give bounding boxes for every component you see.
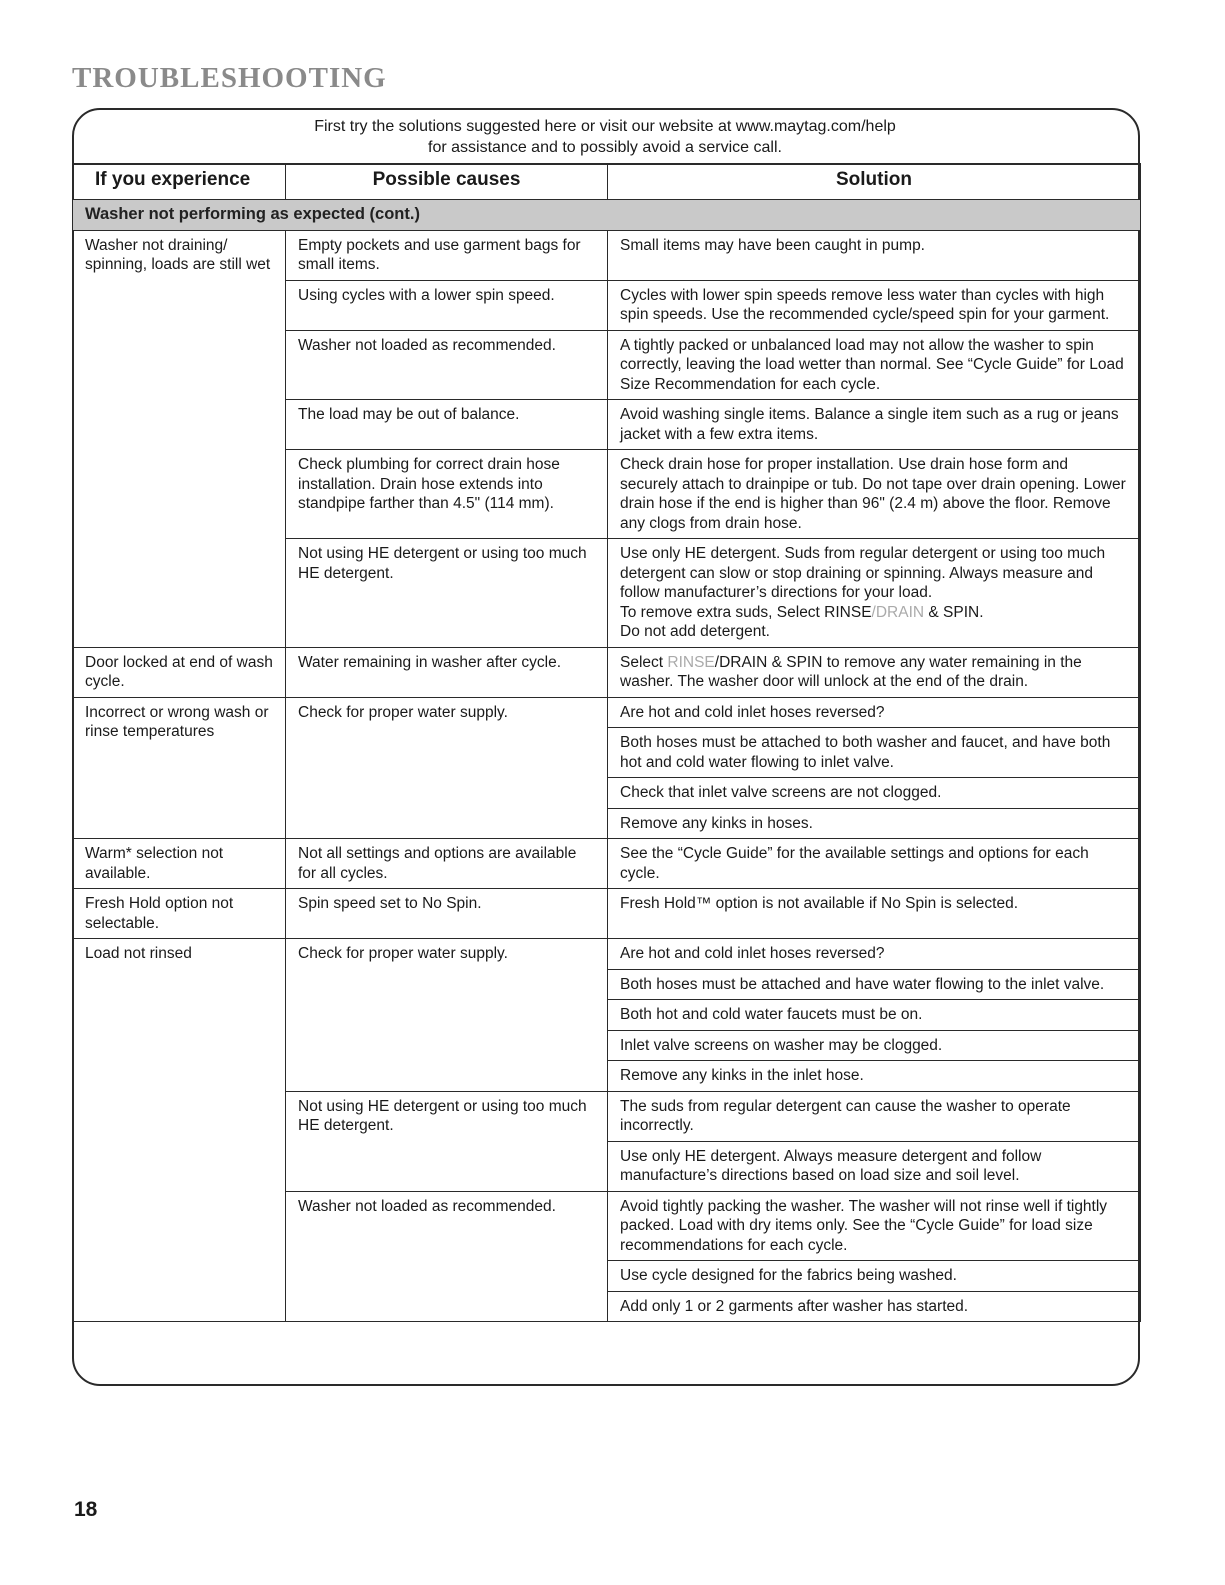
solution-cell: Both hot and cold water faucets must be on. [608,1000,1141,1031]
cause-cell: Spin speed set to No Spin. [286,889,608,939]
cause-cell: Empty pockets and use garment bags for small items. [286,230,608,280]
cause-cell: Check for proper water supply. [286,939,608,1092]
solution-cell: Add only 1 or 2 garments after washer has started. [608,1291,1141,1322]
faint-text: RINSE [667,653,715,671]
solution-line: Do not add detergent. [620,623,770,640]
table-row [73,697,1141,728]
cause-cell: Water remaining in washer after cycle. [286,647,608,697]
intro-text [140,116,1070,158]
header-row [73,164,1141,200]
solution-text: & SPIN. [924,603,984,621]
solution-cell: See the “Cycle Guide” for the available settings and options for each cycle. [608,839,1141,889]
solution-cell: Use cycle designed for the fabrics being washed. [608,1261,1141,1292]
page-title: TROUBLESHOOTING [72,62,387,94]
solution-text: To remove extra suds, Select RINSE [620,603,872,621]
cause-cell: Not using HE detergent or using too much HE detergent. [286,539,608,648]
cause-cell: Washer not loaded as recommended. [286,1191,608,1322]
cause-cell: Check for proper water supply. [286,697,608,839]
page-number: 18 [74,1498,98,1521]
solution-line: Use only HE detergent. Suds from regular detergent or using too much detergent can slow or stop draining or spinning. Always measure and follow manufacturer’s directions for your load. [620,545,1106,601]
solution-cell: Are hot and cold inlet hoses reversed? [608,697,1141,728]
intro-line-1: First try the solutions suggested here or visit our website at www.maytag.com/help [314,118,896,135]
section-row [73,200,1141,231]
solution-cell: Check drain hose for proper installation. Use drain hose form and securely attach to drainpipe or tub. Do not tape over drain opening. Lower drain hose if the end is higher than 96" (2.4 m) above the floor. Remove any clogs from drain hose. [608,450,1141,539]
troubleshooting-table [72,163,1141,1322]
solution-text: /DRAIN & SPIN to remove any water remaining in the washer. The washer door will unlock at the end of the drain. [620,653,1082,690]
faint-text: /DRAIN [871,603,925,621]
table-row [73,839,1141,889]
problem-cell: Door locked at end of wash cycle. [73,647,286,697]
problem-cell: Load not rinsed [73,939,286,1322]
table-row [73,889,1141,939]
solution-line [620,603,1130,623]
solution-cell: Small items may have been caught in pump. [608,230,1141,280]
cause-cell: Not using HE detergent or using too much HE detergent. [286,1091,608,1191]
solution-cell: Avoid tightly packing the washer. The washer will not rinse well if tightly packed. Load with dry items only. See the “Cycle Guide” for load size recommendations for each cycle. [608,1191,1141,1261]
header-experience: If you experience [73,164,286,200]
solution-cell: Inlet valve screens on washer may be clogged. [608,1030,1141,1061]
problem-cell: Warm* selection not available. [73,839,286,889]
solution-cell: Both hoses must be attached and have water flowing to the inlet valve. [608,969,1141,1000]
header-causes: Possible causes [286,164,608,200]
solution-cell: Remove any kinks in the inlet hose. [608,1061,1141,1092]
problem-cell: Washer not draining/ spinning, loads are still wet [73,230,286,647]
solution-cell: Both hoses must be attached to both washer and faucet, and have both hot and cold water flowing to inlet valve. [608,728,1141,778]
section-title: Washer not performing as expected (cont.) [73,200,1141,231]
solution-cell: A tightly packed or unbalanced load may not allow the washer to spin correctly, leaving the load wetter than normal. See “Cycle Guide” for Load Size Recommendation for each cycle. [608,330,1141,400]
table-row [73,647,1141,697]
cause-cell: Using cycles with a lower spin speed. [286,280,608,330]
solution-cell [608,539,1141,648]
solution-cell: Remove any kinks in hoses. [608,808,1141,839]
cause-cell: Check plumbing for correct drain hose installation. Drain hose extends into standpipe farther than 4.5" (114 mm). [286,450,608,539]
solution-cell: Avoid washing single items. Balance a single item such as a rug or jeans jacket with a few extra items. [608,400,1141,450]
cause-cell: Washer not loaded as recommended. [286,330,608,400]
solution-cell [608,647,1141,697]
solution-cell: Fresh Hold™ option is not available if No Spin is selected. [608,889,1141,939]
cause-cell: The load may be out of balance. [286,400,608,450]
solution-cell: Cycles with lower spin speeds remove less water than cycles with high spin speeds. Use the recommended cycle/speed spin for your garment. [608,280,1141,330]
problem-cell: Fresh Hold option not selectable. [73,889,286,939]
solution-cell: Use only HE detergent. Always measure detergent and follow manufacture’s directions based on load size and soil level. [608,1141,1141,1191]
intro-line-2: for assistance and to possibly avoid a service call. [428,139,782,156]
table-row [73,230,1141,280]
solution-text: Select [620,653,668,671]
solution-cell: Check that inlet valve screens are not clogged. [608,778,1141,809]
table-row [73,939,1141,970]
header-solution: Solution [608,164,1141,200]
solution-cell: Are hot and cold inlet hoses reversed? [608,939,1141,970]
cause-cell: Not all settings and options are available for all cycles. [286,839,608,889]
problem-cell: Incorrect or wrong wash or rinse temperatures [73,697,286,839]
solution-cell: The suds from regular detergent can cause the washer to operate incorrectly. [608,1091,1141,1141]
